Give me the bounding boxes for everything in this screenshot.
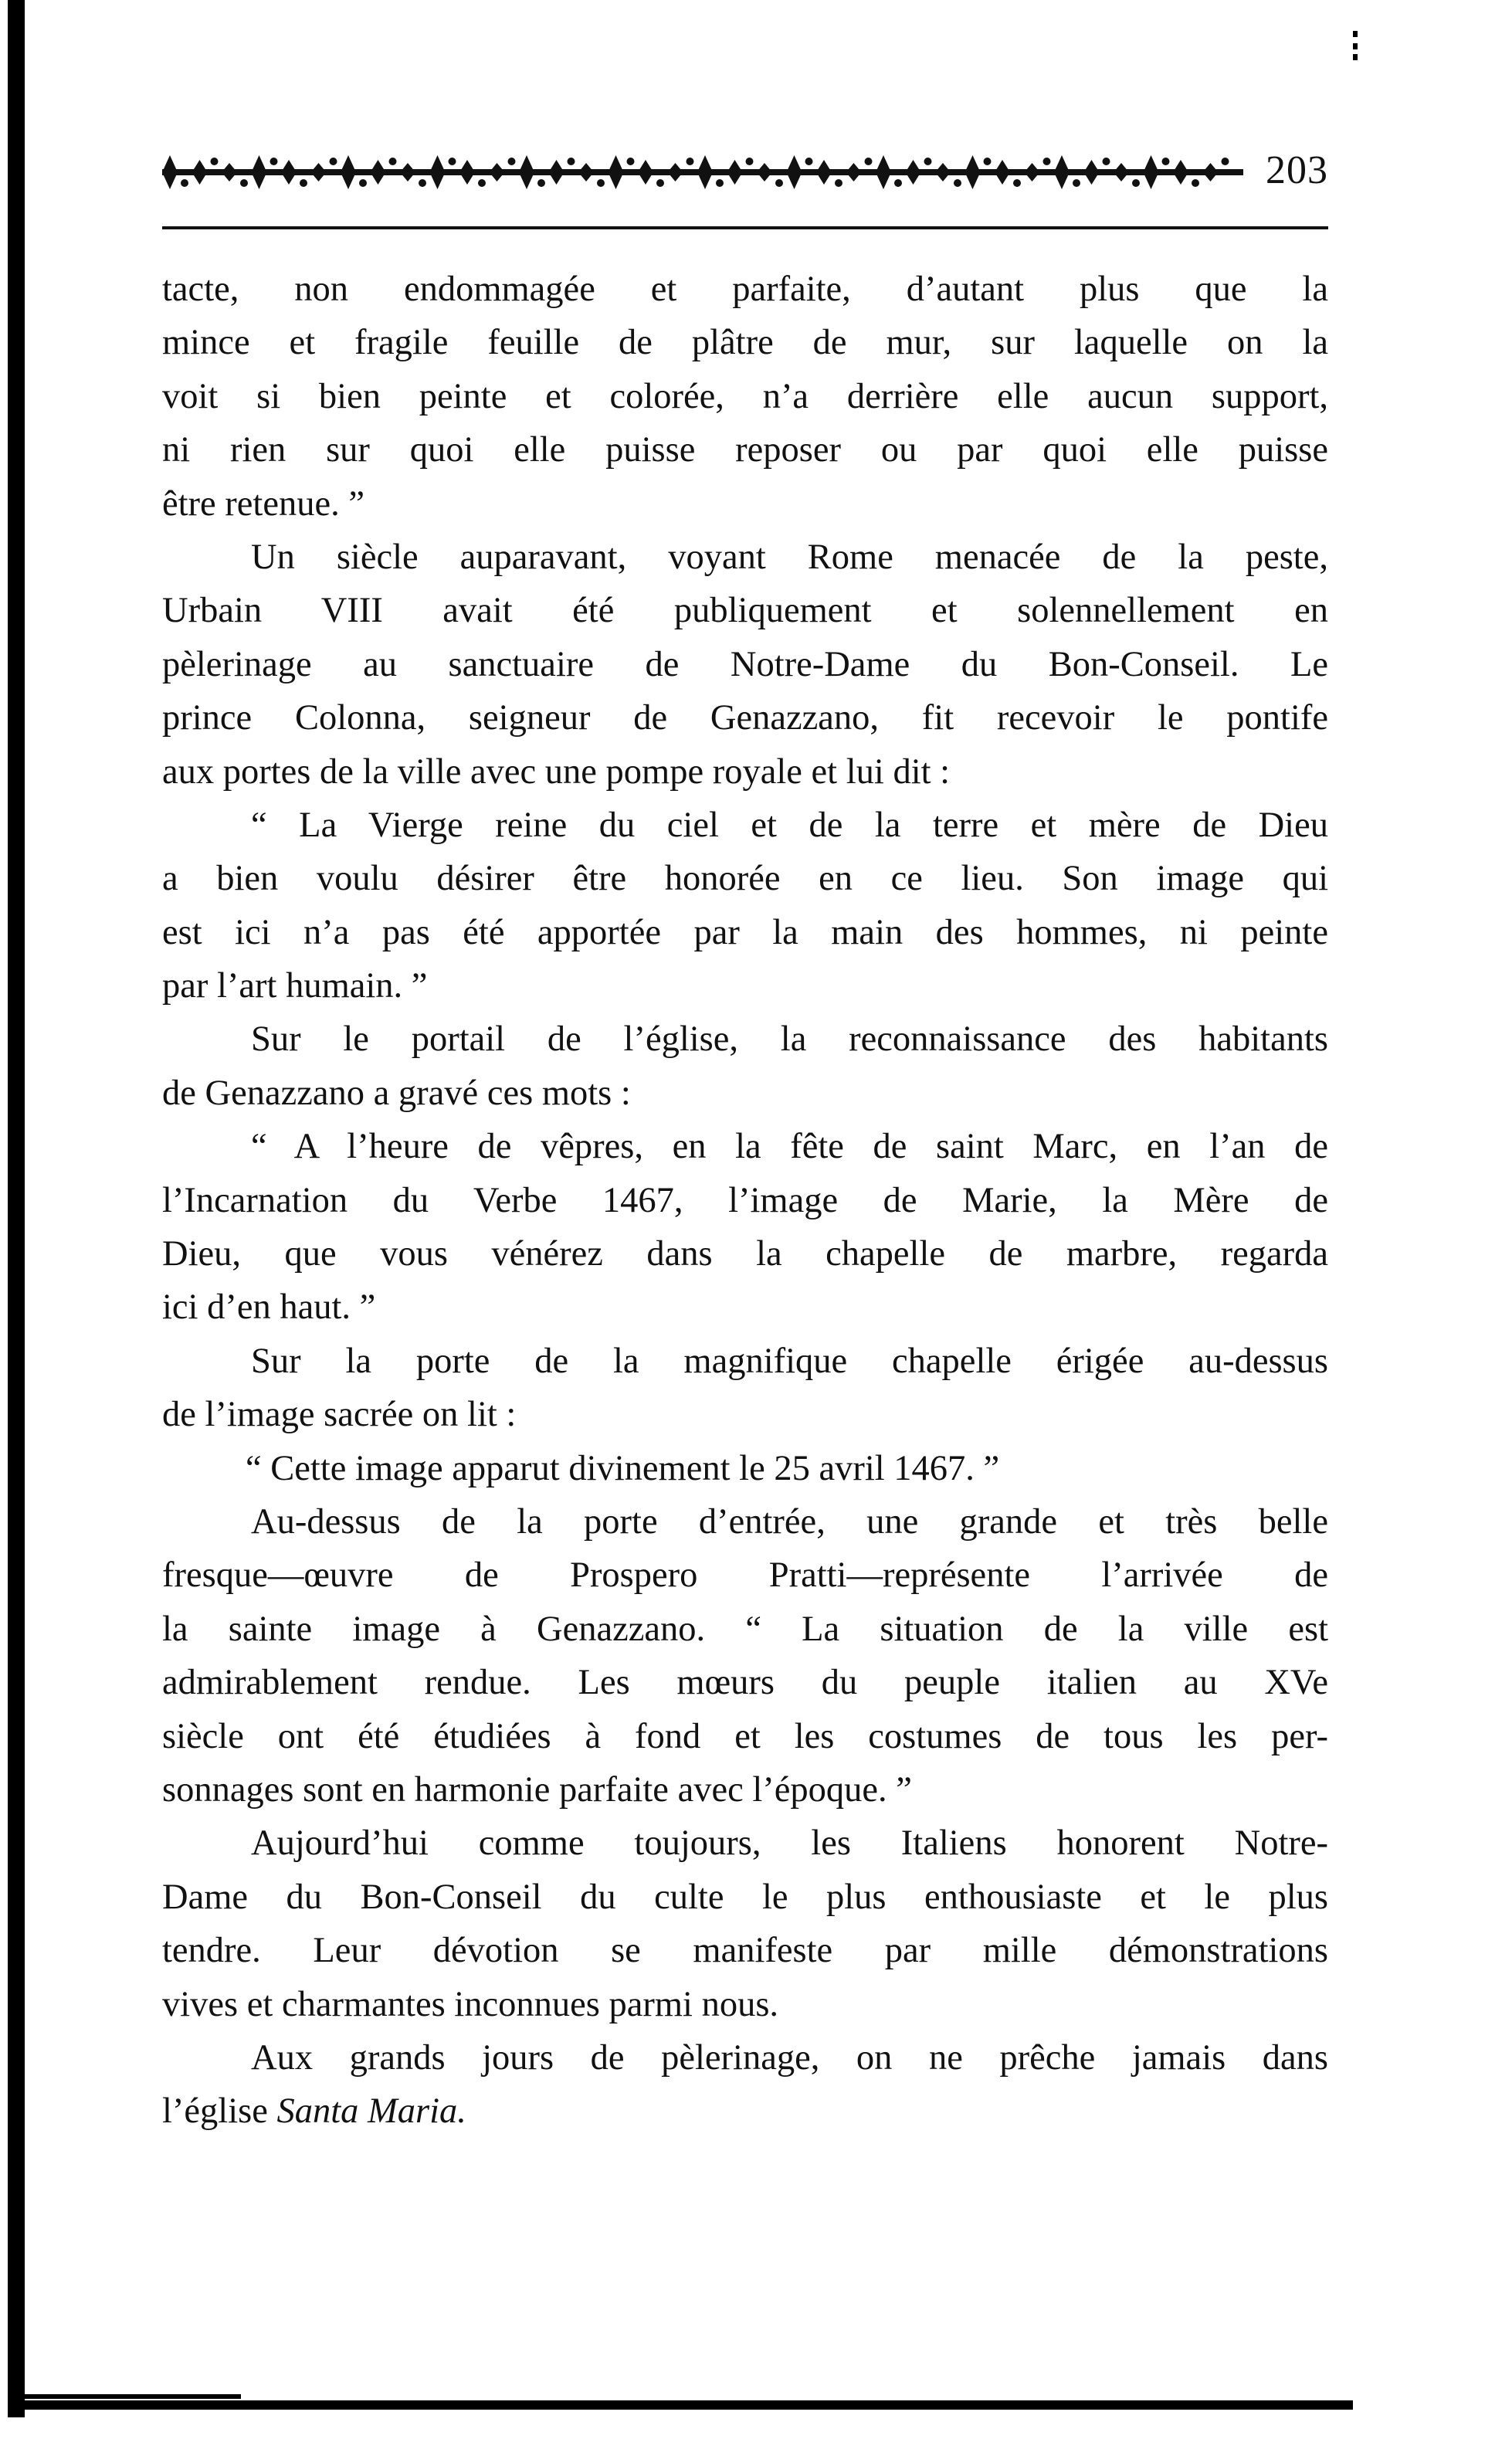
text-line: de l’image sacrée on lit :: [162, 1395, 517, 1435]
italic-title: Santa Maria.: [276, 2091, 466, 2132]
page-edge-left: [8, 0, 25, 2417]
text-line: “ Cette image apparut divinement le 25 avril 1467. ”: [246, 1448, 1000, 1488]
text-line: Urbain VIII avait été publiquement et solennellement en: [162, 591, 1328, 631]
text-line: pèlerinage au sanctuaire de Notre-Dame du Bon-Conseil. Le: [162, 644, 1328, 684]
body-text: [162, 263, 1328, 2139]
text-line: ici d’en haut. ”: [162, 1287, 376, 1328]
text-line: mince et fragile feuille de plâtre de mur, sur laquelle on la: [162, 323, 1328, 363]
text-line: Dieu, que vous vénérez dans la chapelle de marbre, regarda: [162, 1234, 1328, 1274]
page-number: 203: [1266, 148, 1328, 192]
text-line: Dame du Bon-Conseil du culte le plus enthousiaste et le plus: [162, 1877, 1328, 1917]
text-line: [162, 2085, 1328, 2138]
text-line: sonnages sont en harmonie parfaite avec l’époque. ”: [162, 1769, 912, 1810]
text-line: “ La Vierge reine du ciel et de la terre et mère de Dieu: [251, 805, 1328, 845]
text-line: de Genazzano a gravé ces mots :: [162, 1073, 631, 1113]
text-line: tendre. Leur dévotion se manifeste par mille démonstrations: [162, 1931, 1328, 1971]
text-line: voit si bien peinte et colorée, n’a derrière elle aucun support,: [162, 376, 1328, 416]
text-line: prince Colonna, seigneur de Genazzano, fit recevoir le pontife: [162, 698, 1328, 738]
text-fragment: l’église: [162, 2091, 268, 2132]
page-edge-bottom: [25, 2400, 1353, 2410]
decorative-ornament-icon: [162, 152, 1243, 194]
text-line: “ A l’heure de vêpres, en la fête de saint Marc, en l’an de: [251, 1127, 1328, 1167]
page-edge-bottom-thin: [25, 2394, 241, 2399]
text-line: être retenue. ”: [162, 483, 365, 524]
text-line: a bien voulu désirer être honorée en ce lieu. Son image qui: [162, 859, 1328, 899]
text-line: la sainte image à Genazzano. “ La situation de la ville est: [162, 1609, 1328, 1649]
text-line: Aux grands jours de pèlerinage, on ne prêche jamais dans: [251, 2037, 1328, 2078]
text-line: tacte, non endommagée et parfaite, d’autant plus que la: [162, 270, 1328, 309]
text-line: aux portes de la ville avec une pompe royale et lui dit :: [162, 751, 951, 792]
text-line: Au-dessus de la porte d’entrée, une grande et très belle: [251, 1501, 1328, 1542]
header-rule: [162, 226, 1328, 229]
text-line: Sur le portail de l’église, la reconnaissance des habitants: [251, 1019, 1328, 1060]
text-line: l’Incarnation du Verbe 1467, l’image de Marie, la Mère de: [162, 1180, 1328, 1220]
text-line: admirablement rendue. Les mœurs du peuple italien au XVe: [162, 1663, 1328, 1703]
text-line: siècle ont été étudiées à fond et les costumes de tous les per-: [162, 1716, 1328, 1756]
text-line: ni rien sur quoi elle puisse reposer ou par quoi elle puisse: [162, 430, 1328, 470]
text-line: par l’art humain. ”: [162, 966, 428, 1006]
text-line: Aujourd’hui comme toujours, les Italiens honorent Notre-: [251, 1823, 1328, 1864]
text-line: Sur la porte de la magnifique chapelle érigée au-dessus: [251, 1341, 1328, 1381]
running-header: [162, 143, 1328, 205]
text-line: est ici n’a pas été apportée par la main des hommes, ni peinte: [162, 912, 1328, 952]
text-line: fresque—œuvre de Prospero Pratti—représente l’arrivée de: [162, 1555, 1328, 1596]
text-line: vives et charmantes inconnues parmi nous.: [162, 1984, 779, 2024]
text-line: Un siècle auparavant, voyant Rome menacée de la peste,: [251, 537, 1328, 577]
scan-specks: [1353, 31, 1361, 62]
